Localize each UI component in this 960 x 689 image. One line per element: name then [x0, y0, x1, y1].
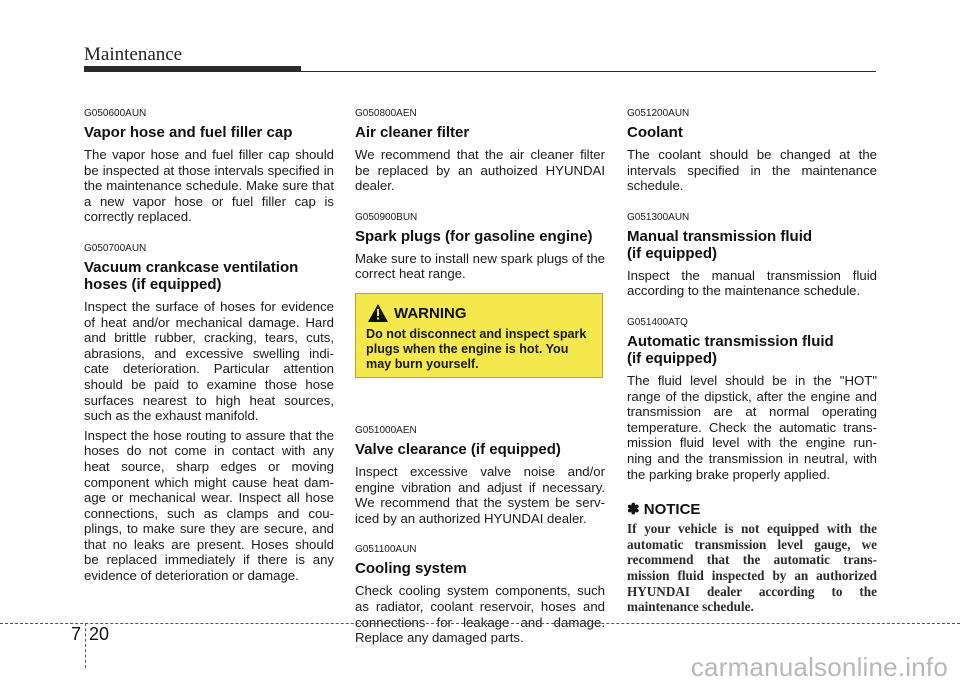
section-heading: Vapor hose and fuel filler cap [84, 124, 293, 141]
column-3 [627, 108, 877, 615]
header-rule [84, 66, 301, 72]
section-automatic-transmission [627, 317, 877, 482]
warning-box [355, 293, 603, 378]
section-paragraph: The fluid level should be in the "HOT" range of the dipstick, after the engine and transmission are at normal operating temperature. Check the automatic trans- mission fluid level with the engine run- ning and the transmission in neutral, with the parking brake properly applied. [627, 372, 877, 482]
section-heading: Coolant [627, 124, 683, 141]
section-code: G051300AUN [627, 211, 690, 223]
warning-title: WARNING [394, 305, 467, 322]
chapter-number: 7 [71, 624, 82, 644]
section-manual-transmission [627, 212, 877, 299]
notice-block [627, 500, 877, 615]
section-heading: Manual transmission fluid (if equipped) [627, 227, 813, 262]
page-number: 20 [89, 624, 110, 644]
section-paragraph: The coolant should be changed at the intervals specified in the maintenance schedule. [627, 147, 877, 194]
warning-triangle-icon [368, 304, 388, 322]
section-heading: Automatic transmission fluid (if equipped) [627, 332, 834, 367]
section-code: G051200AUN [627, 108, 690, 119]
section-paragraph: Make sure to install new spark plugs of the correct heat range. [355, 250, 605, 282]
notice-title: ✽ NOTICE [627, 501, 701, 519]
section-code: G051100AUN [355, 544, 417, 556]
footer-divider [85, 623, 86, 668]
section-valve-clearance [355, 425, 605, 526]
column-2 [355, 108, 605, 664]
section-heading: Cooling system [355, 560, 467, 578]
section-code: G050800AEN [355, 108, 417, 119]
section-code: G051400ATQ [627, 316, 688, 328]
section-coolant [627, 108, 877, 194]
column-1 [84, 108, 334, 602]
warning-text: Do not disconnect and inspect spark plugs when the engine is hot. You may burn yourself. [366, 327, 587, 371]
header-rule-thin [301, 71, 876, 72]
section-heading: Spark plugs (for gasoline engine) [355, 227, 593, 245]
section-paragraph: We recommend that the air cleaner filter be replaced by an authoized HYUNDAI dealer. [355, 147, 605, 194]
section-code: G050600AUN [84, 108, 147, 119]
section-crankcase-hoses [84, 243, 334, 584]
section-air-cleaner [355, 108, 605, 194]
section-paragraph: Inspect excessive valve noise and/or engine vibration and adjust if necessary. We recommend that the system be serv- iced by an authorized HYUNDAI dealer. [355, 463, 605, 526]
section-paragraph: The vapor hose and fuel filler cap should be inspected at those intervals specified in the maintenance schedule. Make sure that a new vapor hose or fuel filler cap is correctly replaced. [84, 147, 334, 225]
watermark: carmanualsonline.info [690, 652, 948, 682]
section-vapor-hose [84, 108, 334, 225]
section-paragraph: Check cooling system components, such as radiator, coolant reservoir, hoses and connections for leakage and damage. Replace any damaged parts. [355, 583, 605, 646]
section-heading: Valve clearance (if equipped) [355, 440, 561, 458]
section-heading: Air cleaner filter [355, 124, 470, 141]
section-paragraph: Inspect the surface of hoses for evidence of heat and/or mechanical damage. Hard and brittle rubber, cracking, tears, cuts, abrasions, and excessive swelling indi- cate deterioration. Particular attention should be paid to examine those hose surfaces nearest to high heat sources, such as the exhaust manifold. [84, 298, 334, 424]
section-code: G051000AEN [355, 424, 417, 436]
section-cooling-system [355, 544, 605, 645]
section-code: G050900BUN [355, 211, 418, 223]
page-header-title: Maintenance [84, 44, 183, 65]
section-paragraph: Inspect the hose routing to assure that the hoses do not come in contact with any heat source, sharp edges or moving component which might cause heat dam- age or mechanical wear. Inspect all hose connections, such as clamps and cou- plings, to make sure they are secure, and that no leaks are present. Hoses should be replaced immediately if there is any evidence of deterioration or damage. [84, 427, 334, 584]
notice-text: If your vehicle is not equipped with the automatic transmission level gauge, we recommend that the automatic trans- mission fluid inspected by an authorized HYUNDAI dealer according to the maintenance schedule. [627, 521, 877, 615]
section-paragraph: Inspect the manual transmission fluid according to the maintenance schedule. [627, 267, 877, 299]
footer-rule [0, 623, 960, 624]
section-heading: Vacuum crankcase ventilation hoses (if equipped) [84, 258, 299, 293]
section-code: G050700AUN [84, 242, 147, 254]
section-spark-plugs [355, 212, 605, 282]
